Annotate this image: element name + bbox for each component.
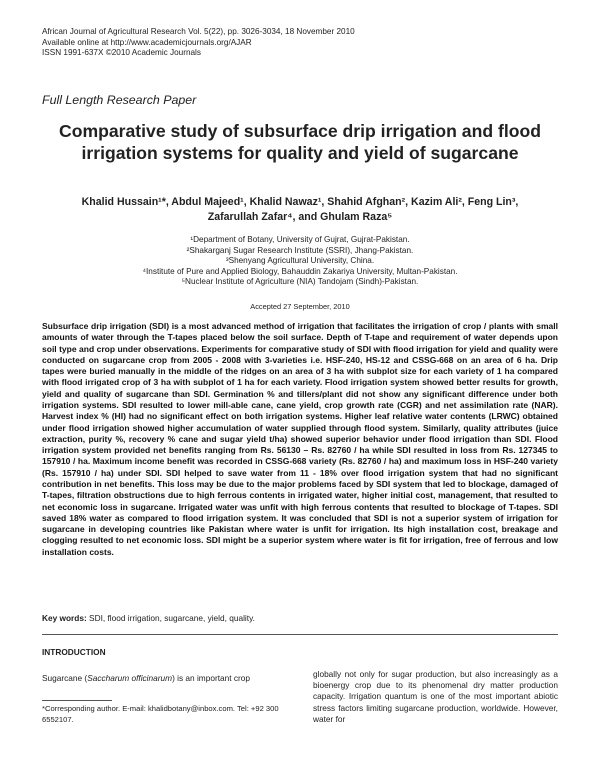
intro-species-name: Saccharum officinarum (87, 673, 173, 683)
keywords-text: SDI, flood irrigation, sugarcane, yield, quality. (89, 613, 255, 623)
intro-right-column: globally not only for sugar production, but also increasingly as a bioenergy crop due to its phenomenal dry matter production capacity. Irrigation quantum is one of the most important abiotic stress factors limiting sugarcane production, worldwide. However, water for (313, 669, 558, 724)
intro-left-prefix: Sugarcane ( (42, 673, 88, 683)
affiliation-5: ⁵Nuclear Institute of Agriculture (NIA) Tandojam (Sindh)-Pakistan. (181, 277, 419, 287)
journal-info (42, 27, 355, 59)
author-list (62, 195, 538, 225)
corresponding-author-footnote: *Corresponding author. E-mail: khalidbotany@inbox.com. Tel: +92 300 6552107. (42, 704, 279, 724)
journal-citation: African Journal of Agricultural Research Vol. 5(22), pp. 3026-3034, 18 November 2010 (42, 27, 355, 36)
affiliation-4: ⁴Institute of Pure and Applied Biology, Bahauddin Zakariya University, Multan-Pakistan. (142, 266, 458, 276)
footnote-divider (42, 700, 112, 701)
journal-issn: ISSN 1991-637X ©2010 Academic Journals (42, 48, 201, 58)
introduction-heading: INTRODUCTION (42, 647, 106, 657)
affiliation-2: ²Shakarganj Sugar Research Institute (SSRI), Jhang-Pakistan. (186, 245, 414, 255)
author-line-2: Zafarullah Zafar⁴, and Ghulam Raza⁵ (207, 211, 393, 223)
keywords (42, 613, 255, 623)
paper-title: Comparative study of subsurface drip irrigation and flood irrigation systems for quality and yield of sugarcane (59, 121, 541, 163)
paper-type: Full Length Research Paper (42, 93, 197, 107)
intro-left-suffix: ) is an important crop (172, 673, 250, 683)
affiliations (50, 235, 550, 288)
section-divider (42, 634, 558, 635)
abstract: Subsurface drip irrigation (SDI) is a most advanced method of irrigation that facilitates the irrigation of crop / plants with small amounts of water through the T-tapes placed below the soil surface. Depth of T-tape and requirement of water depends upon soil type and crop under observations. Experiments for comparative study of SDI with flood irrigation for yield and quality were conducted on sugarcane crop from 2005 - 2008 with 3-varieties i.e. HSF-240, HS-12 and CSSG-668 on an area of 6 ha. Drip tapes were buried manually in the middle of the ridges on an area of 3 ha with subplot size for each variety of 1 ha compared with flood irrigated crop of 3 ha with subplot of 1 ha for each variety. Flood irrigation system showed better results for growth, yield and quality of sugarcane than SDI. Germination % and tillers/plant did not show any significant difference under both irrigation systems. SDI resulted to lower mill-able cane, cane yield, crop growth rate (CGR) and net assimilation rate (NAR). Harvest index % (HI) had no significant effect on both irrigation systems. Higher leaf relative water contents (LRWC) obtained under flood irrigation showed higher accumulation of water supplied through flood system. Similarly, quality attributes (juice extraction, purity %, recovery % cane and sugar yield t/ha) showed superior behavior under flood irrigation than SDI. Flood irrigation system provided net benefits ranging from Rs. 56130 – Rs. 82760 / ha while SDI resulted in loss from Rs. 127345 to 157910 / ha. Maximum income benefit was recorded in CSSG-668 variety (Rs. 82760 / ha) and maximum loss in HSF-240 variety (Rs. 157910 / ha) under SDI. SDI helped to save water from 11 - 18% over flood irrigation system that had no significant contribution in net benefits. This loss may be due to the major problems faced by SDI system that led to blockage, damaged of T-tapes, filtration obstructions due to high ferrous contents in irrigated water, higher initial cost, management, that resulted to net economic loss in sugarcane. Irrigated water was unfit with high ferrous contents that resulted to blockage of T-tapes. SDI saved 18% water as compared to flood irrigation system. It was concluded that SDI is not a superior system of irrigation for sugarcane in developing countries like Pakistan where water is unfit for irrigation. Its high installation cost, breakage and clogging resulted to net economic loss. SDI might be a superior system where water is fit for irrigation, free of ferrous and low installation costs. (42, 321, 558, 557)
author-line-1: Khalid Hussain¹*, Abdul Majeed¹, Khalid Nawaz¹, Shahid Afghan², Kazim Ali², Feng Lin³, (81, 196, 519, 208)
affiliation-1: ¹Department of Botany, University of Gujrat, Gujrat-Pakistan. (190, 235, 410, 244)
accepted-date: Accepted 27 September, 2010 (250, 302, 350, 311)
intro-left-column (42, 673, 295, 684)
keywords-label: Key words: (42, 613, 87, 623)
affiliation-3: ³Shenyang Agricultural University, China. (225, 256, 375, 266)
journal-url: Available online at http://www.academicjournals.org/AJAR (42, 37, 252, 47)
